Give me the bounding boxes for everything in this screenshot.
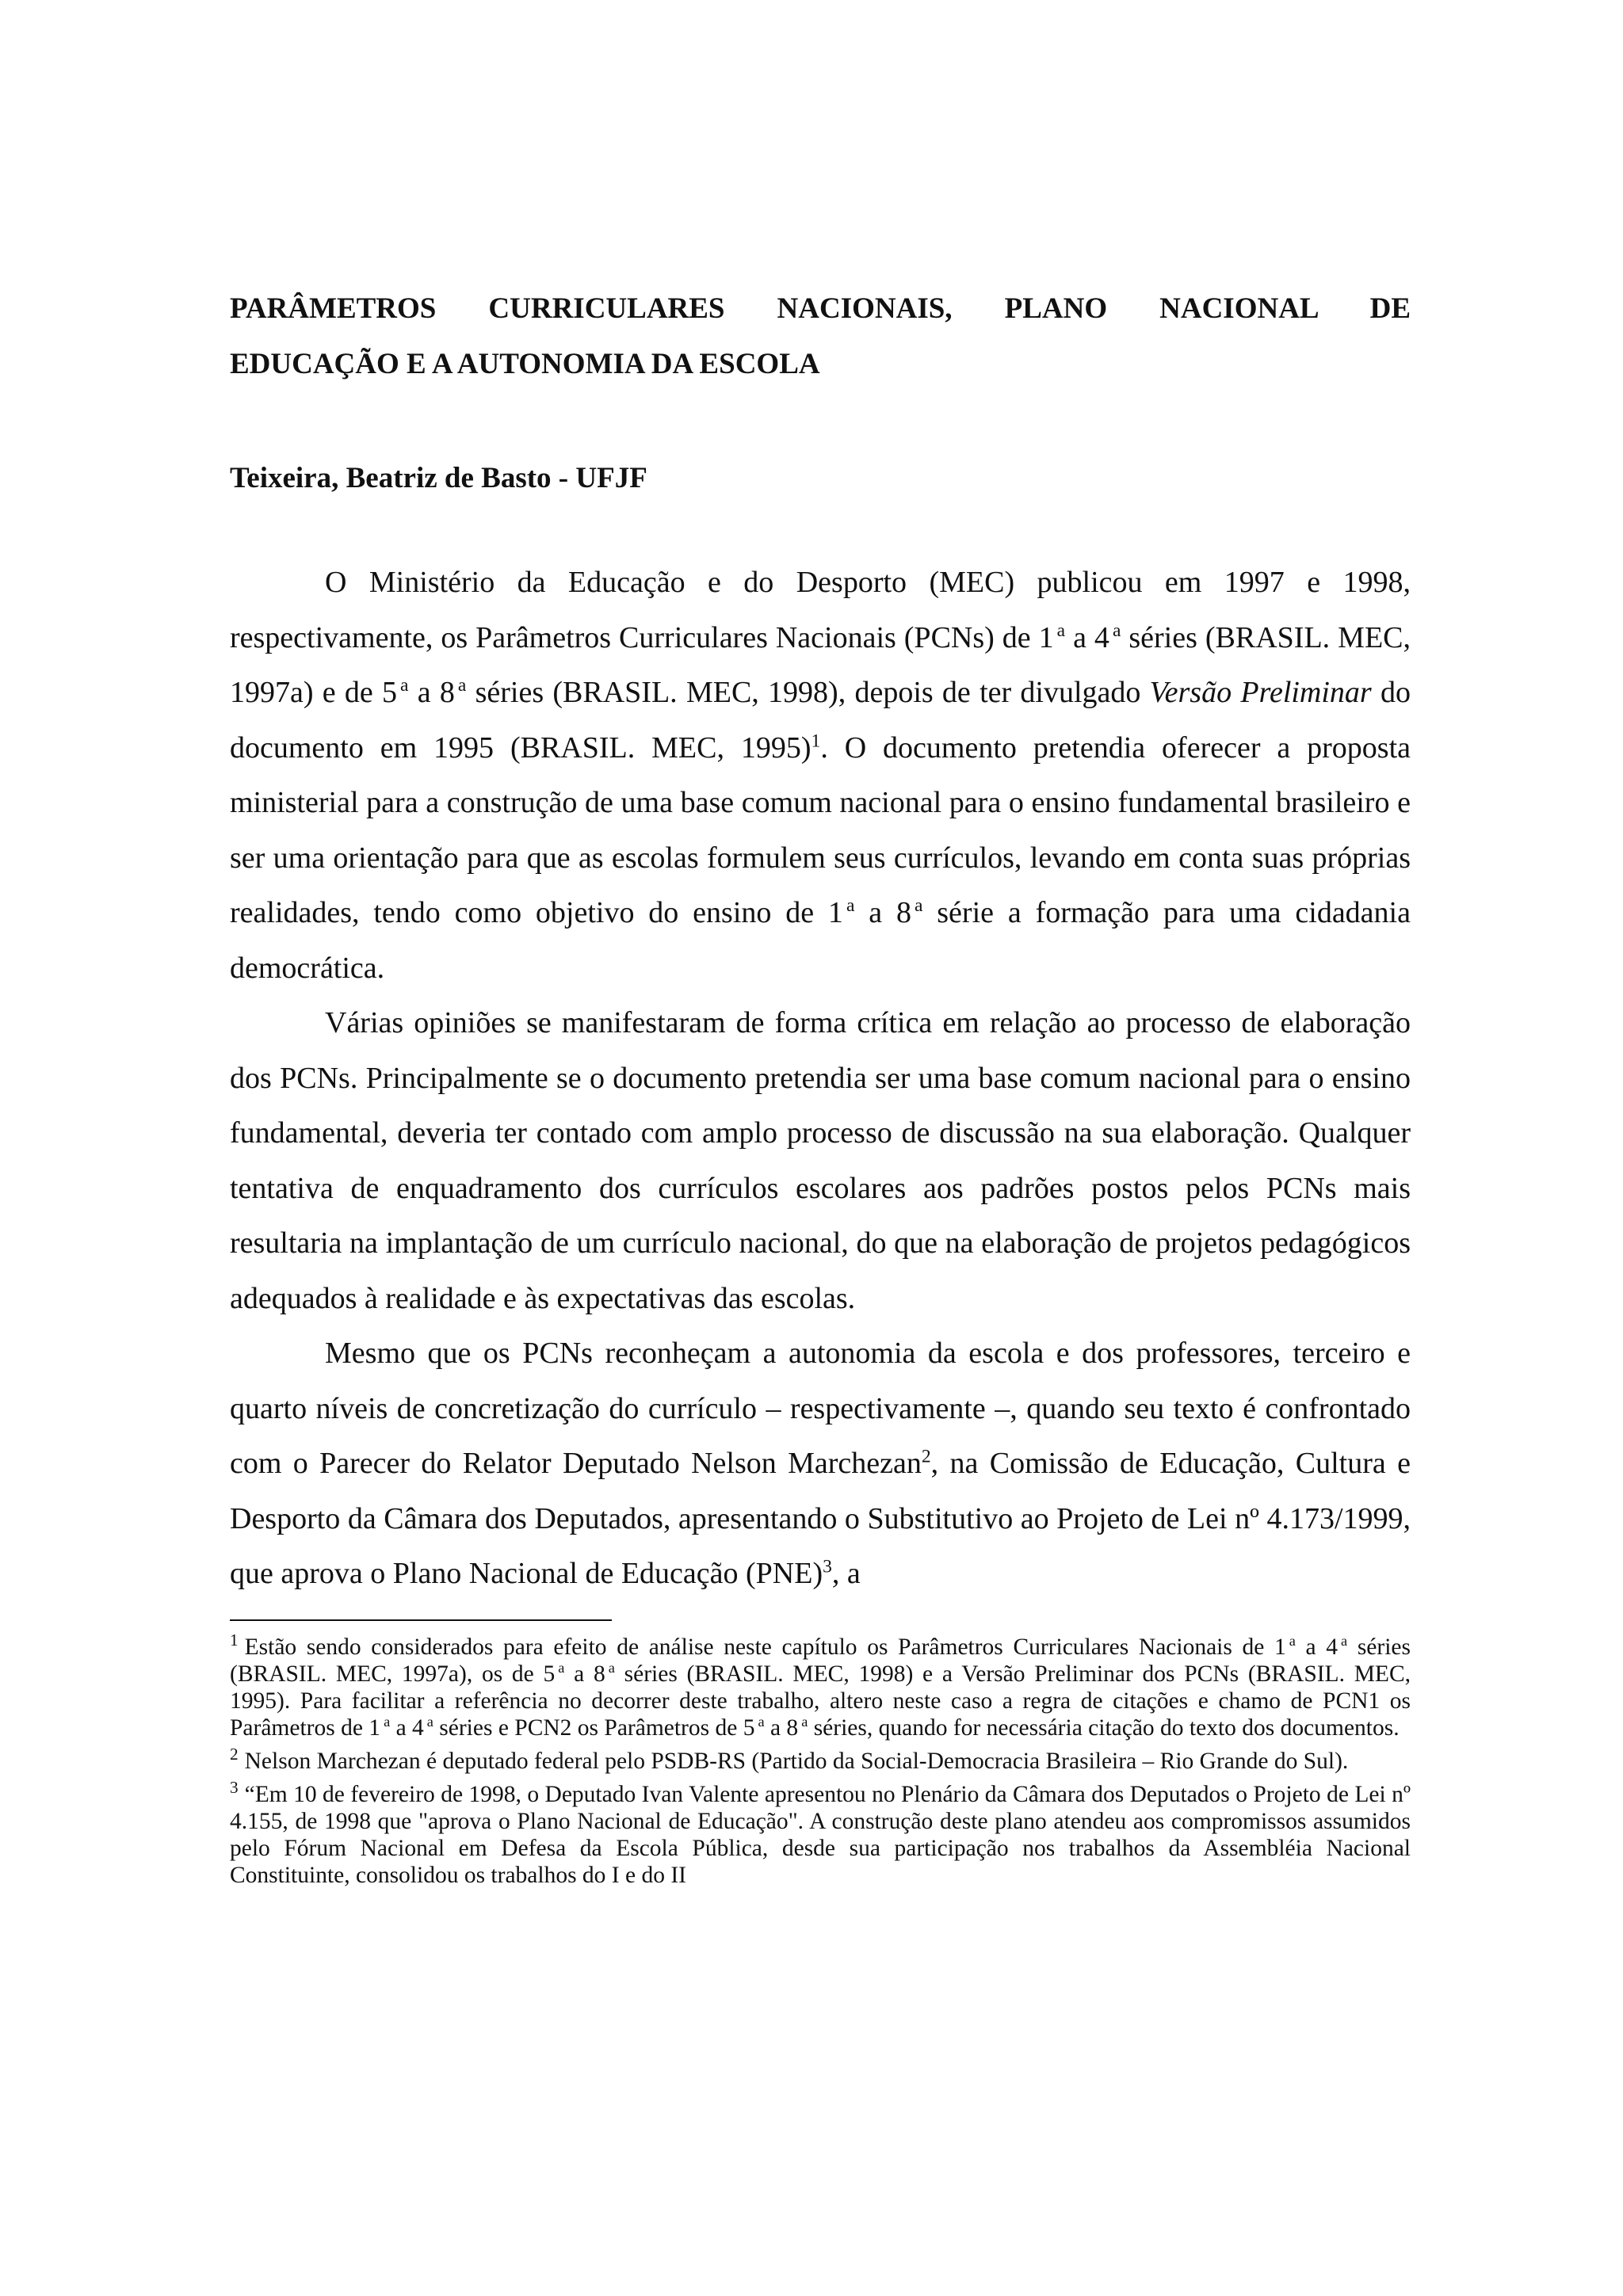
ordinal-marker: a <box>558 1659 565 1676</box>
footnote-2 <box>230 1744 1411 1775</box>
ordinal-marker: a <box>1112 620 1121 641</box>
ordinal-marker: a <box>608 1659 615 1676</box>
paragraph-3-text: Mesmo que os PCNs reconheçam a autonomia da escola e dos professores, terceiro e quarto níveis de concretização do currículo – respectivamente –, quando seu texto é confrontado com o Parecer do Relator Deputado Nelson Marchezan <box>230 1337 1411 1480</box>
footnote-1-text: séries e PCN2 os Parâmetros de 5 <box>433 1714 755 1741</box>
footnote-number: 2 <box>230 1744 239 1764</box>
footnote-divider <box>230 1619 612 1621</box>
document-page <box>230 281 1411 1895</box>
footnote-3 <box>230 1777 1411 1889</box>
footnote-2-text: Nelson Marchezan é deputado federal pelo PSDB-RS (Partido da Social-Democracia Brasileira – Rio Grande do Sul). <box>244 1748 1349 1774</box>
footnote-1-text: a 4 <box>390 1714 424 1741</box>
paragraph-1-text: séries (BRASIL. MEC, 1997a) e de 5 <box>230 620 1411 709</box>
ordinal-marker: a <box>1341 1632 1348 1649</box>
footnotes-section <box>230 1630 1411 1889</box>
footnote-reference-2[interactable]: 2 <box>921 1446 931 1467</box>
ordinal-marker: a <box>1056 620 1066 641</box>
paragraph-1-text: série a formação para uma cidadania democrática. <box>230 896 1411 985</box>
paragraph-1-text: O Ministério da Educação e do Desporto (MEC) publicou em 1997 e 1998, respectivamente, os Parâmetros Curriculares Nacionais (PCNs) de 1 <box>230 566 1411 654</box>
footnote-1-text: séries (BRASIL. MEC, 1998) e a Versão Preliminar dos PCNs (BRASIL. MEC, 1995). Para facilitar a referência no decorrer deste trabalho, altero neste caso a regra de citações e chamo de PCN1 os Parâmetros de 1 <box>230 1661 1411 1741</box>
footnote-reference-1[interactable]: 1 <box>811 730 821 751</box>
footnote-number: 3 <box>230 1777 239 1797</box>
document-title-line-1: PARÂMETROS CURRICULARES NACIONAIS, PLANO NACIONAL DE <box>230 292 1411 325</box>
footnote-1-text: a 8 <box>764 1714 799 1741</box>
paragraph-1-text: a 8 <box>854 896 911 929</box>
paragraph-1-text: a 8 <box>408 676 455 709</box>
footnote-1 <box>230 1630 1411 1741</box>
ordinal-marker: a <box>758 1713 765 1730</box>
ordinal-marker: a <box>801 1713 808 1730</box>
italic-title: Versão Preliminar <box>1149 676 1372 709</box>
ordinal-marker: a <box>1289 1632 1296 1649</box>
footnote-3-text: “Em 10 de fevereiro de 1998, o Deputado Ivan Valente apresentou no Plenário da Câmara dos Deputados o Projeto de Lei nº 4.155, de 1998 que "aprova o Plano Nacional de Educação". A construção deste plano atendeu aos compromissos assumidos pelo Fórum Nacional em Defesa da Escola Pública, desde sua participação nos trabalhos da Assembléia Nacional Constituinte, consolidou os trabalhos do I e do II <box>230 1781 1411 1888</box>
footnote-1-text: séries (BRASIL. MEC, 1997a), os de 5 <box>230 1634 1411 1687</box>
ordinal-marker: a <box>846 895 855 917</box>
footnote-number: 1 <box>230 1630 239 1650</box>
document-title-line-2: EDUCAÇÃO E A AUTONOMIA DA ESCOLA <box>230 348 820 380</box>
ordinal-marker: a <box>914 895 923 917</box>
ordinal-marker: a <box>400 675 409 696</box>
paragraph-1-text: do documento em 1995 (BRASIL. MEC, 1995) <box>230 676 1411 765</box>
paragraph-2: Várias opiniões se manifestaram de forma crítica em relação ao processo de elaboração dos PCNs. Principalmente se o documento pretendia ser uma base comum nacional para o ensino fundamental, deveria ter contado com amplo processo de discussão na sua elaboração. Qualquer tentativa de enquadramento dos currículos escolares aos padrões postos pelos PCNs mais resultaria na implantação de um currículo nacional, do que na elaboração de projetos pedagógicos adequados à realidade e às expectativas das escolas. <box>230 1006 1411 1315</box>
ordinal-marker: a <box>426 1713 433 1730</box>
body-text <box>230 555 1411 1602</box>
footnote-1-text: a 8 <box>564 1661 605 1687</box>
ordinal-marker: a <box>457 675 467 696</box>
paragraph-1-text: séries (BRASIL. MEC, 1998), depois de ter divulgado <box>466 676 1150 709</box>
paragraph-1-text: a 4 <box>1065 620 1109 654</box>
paragraph-1 <box>230 555 1411 996</box>
paragraph-3 <box>230 1326 1411 1602</box>
footnote-1-text: séries, quando for necessária citação do texto dos documentos. <box>808 1714 1400 1741</box>
paragraph-3-text: , na Comissão de Educação, Cultura e Desporto da Câmara dos Deputados, apresentando o Substitutivo ao Projeto de Lei nº 4.173/1999, que aprova o Plano Nacional de Educação (PNE) <box>230 1447 1411 1590</box>
author-affiliation: Teixeira, Beatriz de Basto - UFJF <box>230 462 647 494</box>
paragraph-1-text: . O documento pretendia oferecer a proposta ministerial para a construção de uma base comum nacional para o ensino fundamental brasileiro e ser uma orientação para que as escolas formulem seus currículos, levando em conta suas próprias realidades, tendo como objetivo do ensino de 1 <box>230 730 1411 929</box>
paragraph-3-text: , a <box>831 1557 861 1590</box>
footnote-1-text: a 4 <box>1295 1634 1338 1660</box>
footnote-reference-3[interactable]: 3 <box>823 1556 832 1577</box>
footnote-1-text: Estão sendo considerados para efeito de análise neste capítulo os Parâmetros Curriculares Nacionais de 1 <box>244 1634 1286 1660</box>
ordinal-marker: a <box>384 1713 391 1730</box>
